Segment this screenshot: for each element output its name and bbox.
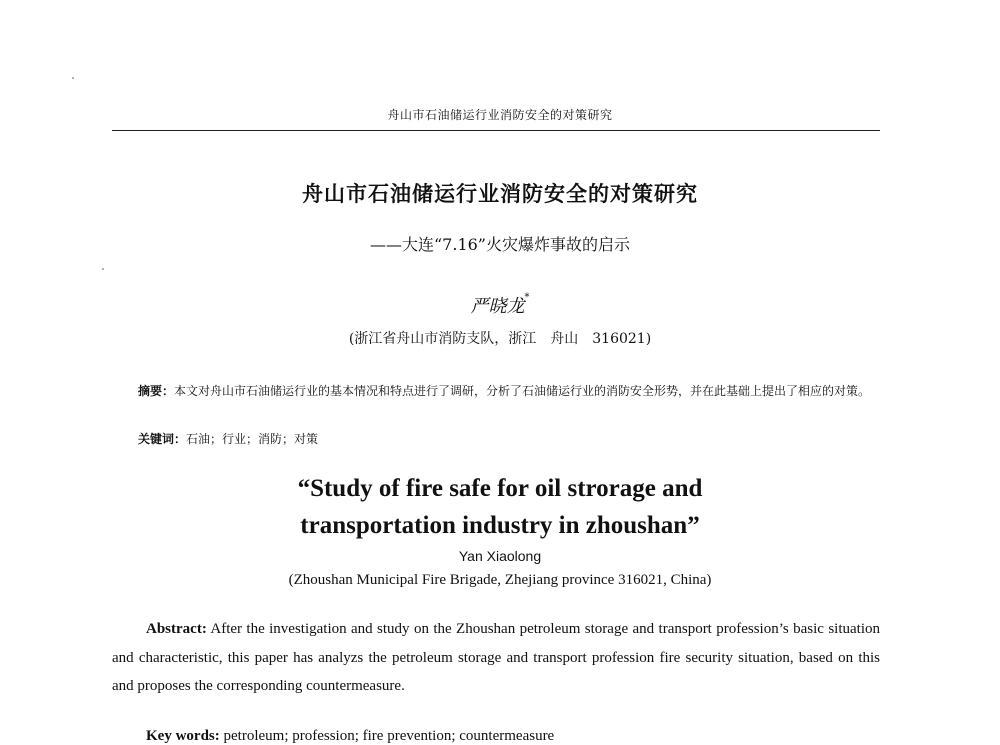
cn-abstract-text: 本文对舟山市石油储运行业的基本情况和特点进行了调研，分析了石油储运行业的消防安全形势，并在此基础上提出了相应的对策。	[174, 384, 871, 398]
cn-author-mark: *	[524, 292, 530, 303]
header-rule	[112, 130, 880, 131]
cn-subtitle: ——大连“7.16”火灾爆炸事故的启示	[370, 235, 630, 254]
en-title-line1: “Study of fire safe for oil strorage and	[297, 475, 703, 502]
cn-title: 舟山市石油储运行业消防安全的对策研究	[302, 181, 698, 206]
cn-author-name: 严晓龙	[470, 296, 525, 317]
en-author: Yan Xiaolong	[458, 548, 542, 564]
en-keywords-text: petroleum; profession; fire prevention; countermeasure	[219, 728, 555, 744]
cn-abstract-label: 摘要：	[138, 384, 175, 398]
cn-keywords-label: 关键词：	[138, 432, 187, 446]
scan-speck	[72, 77, 74, 79]
cn-keywords-text: 石油；行业；消防；对策	[186, 432, 319, 446]
cn-keywords	[138, 430, 318, 447]
en-keywords	[146, 728, 554, 745]
en-title	[0, 470, 1000, 544]
running-header: 舟山市石油储运行业消防安全的对策研究	[387, 108, 613, 122]
cn-abstract	[112, 378, 880, 404]
cn-author	[0, 292, 1000, 318]
en-keywords-label: Key words:	[146, 728, 220, 744]
en-title-line2: transportation industry in zhoushan”	[300, 512, 700, 539]
en-abstract-text: After the investigation and study on the Zhoushan petroleum storage and transport profession’s basic situation and characteristic, this paper has analyzs the petroleum storage and transport profession fire security situation, based on this and proposes the corresponding countermeasure.	[112, 621, 880, 694]
en-affiliation: (Zhoushan Municipal Fire Brigade, Zhejiang province 316021, China)	[288, 572, 712, 588]
en-abstract-label: Abstract:	[146, 621, 207, 637]
en-abstract	[112, 615, 880, 701]
cn-affiliation: (浙江省舟山市消防支队，浙江 舟山 316021)	[348, 331, 652, 347]
scan-speck	[102, 268, 104, 270]
